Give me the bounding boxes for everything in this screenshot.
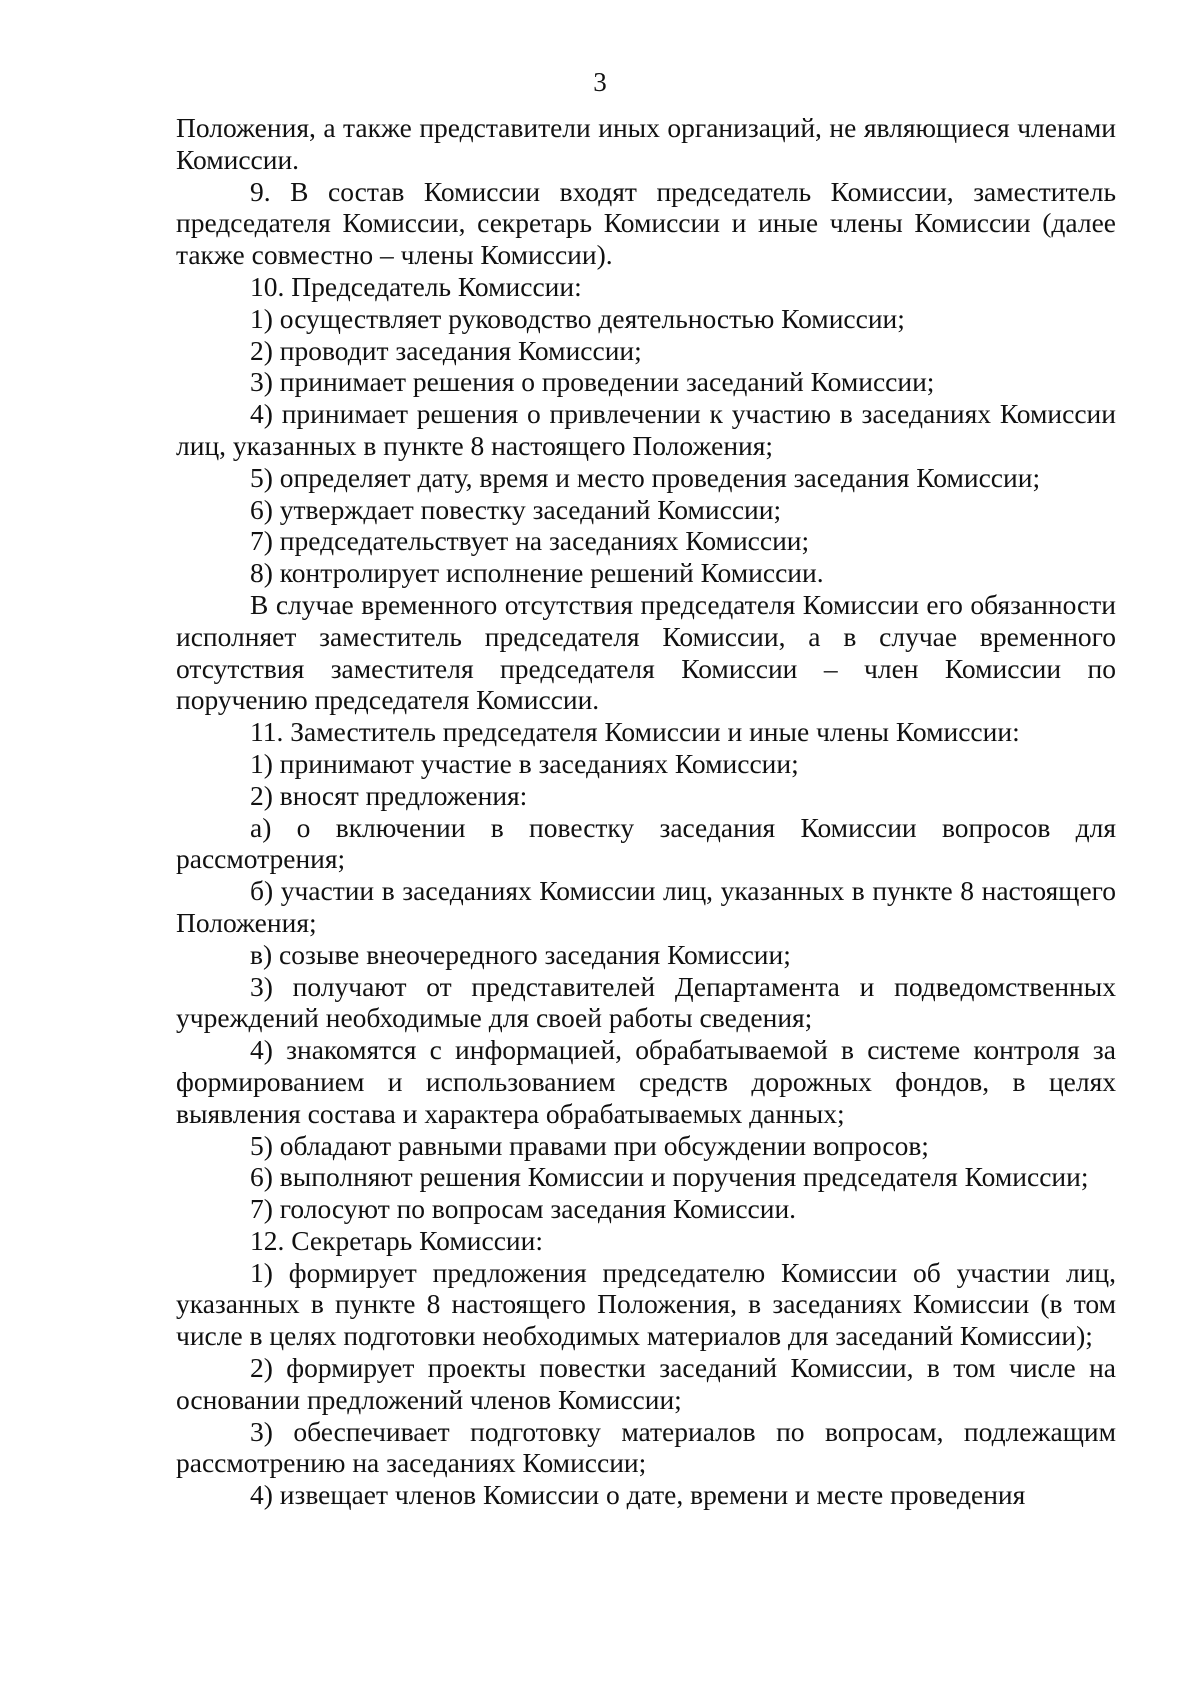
- paragraph: 7) председательствует на заседаниях Комиссии;: [250, 525, 810, 557]
- paragraph: 7) голосуют по вопросам заседания Комиссии.: [250, 1193, 797, 1225]
- paragraph: В случае временного отсутствия председателя Комиссии его обязанности исполняет заместитель председателя Комиссии, а в случае временного отсутствия заместителя председателя Комиссии – член Комиссии по поручению председателя Комиссии.: [176, 588, 1116, 716]
- paragraph: 1) формирует предложения председателю Комиссии об участии лиц, указанных в пункте 8 настоящего Положения, в заседаниях Комиссии (в том числе в целях подготовки необходимых материалов для заседаний Комиссии);: [176, 1256, 1116, 1352]
- paragraph: в) созыве внеочередного заседания Комиссии;: [250, 938, 791, 970]
- paragraph: 8) контролирует исполнение решений Комиссии.: [250, 557, 824, 589]
- paragraph: 6) утверждает повестку заседаний Комиссии;: [250, 493, 782, 525]
- paragraph: 2) формирует проекты повестки заседаний Комиссии, в том числе на основании предложений членов Комиссии;: [176, 1352, 1116, 1415]
- paragraph: 10. Председатель Комиссии:: [250, 270, 582, 302]
- paragraph: б) участии в заседаниях Комиссии лиц, указанных в пункте 8 настоящего Положения;: [176, 875, 1116, 938]
- paragraph: 6) выполняют решения Комиссии и поручения председателя Комиссии;: [250, 1161, 1089, 1193]
- paragraph: 12. Секретарь Комиссии:: [250, 1224, 543, 1256]
- paragraph: 4) принимает решения о привлечении к участию в заседаниях Комиссии лиц, указанных в пункте 8 настоящего Положения;: [176, 398, 1116, 461]
- paragraph: 2) вносят предложения:: [250, 779, 528, 811]
- paragraph: 11. Заместитель председателя Комиссии и иные члены Комиссии:: [250, 716, 1020, 748]
- paragraph: 4) извещает членов Комиссии о дате, времени и месте проведения: [250, 1479, 1026, 1511]
- document-body: [176, 112, 1116, 1511]
- paragraph: 4) знакомятся с информацией, обрабатываемой в системе контроля за формированием и использованием средств дорожных фондов, в целях выявления состава и характера обрабатываемых данных;: [176, 1034, 1116, 1129]
- paragraph: 1) принимают участие в заседаниях Комиссии;: [250, 747, 799, 779]
- paragraph: Положения, а также представители иных организаций, не являющиеся членами Комиссии.: [176, 112, 1116, 175]
- paragraph: 5) обладают равными правами при обсуждении вопросов;: [250, 1129, 929, 1161]
- paragraph: 3) обеспечивает подготовку материалов по вопросам, подлежащим рассмотрению на заседаниях Комиссии;: [176, 1415, 1116, 1479]
- paragraph: а) о включении в повестку заседания Комиссии вопросов для рассмотрения;: [176, 811, 1116, 875]
- paragraph: 2) проводит заседания Комиссии;: [250, 334, 642, 366]
- paragraph: 1) осуществляет руководство деятельностью Комиссии;: [250, 302, 905, 334]
- page-number: 3: [593, 67, 607, 97]
- paragraph: 3) получают от представителей Департамента и подведомственных учреждений необходимые для своей работы сведения;: [176, 970, 1116, 1034]
- paragraph: 9. В состав Комиссии входят председатель Комиссии, заместитель председателя Комиссии, секретарь Комиссии и иные члены Комиссии (далее также совместно – члены Комиссии).: [176, 175, 1116, 271]
- paragraph: 5) определяет дату, время и место проведения заседания Комиссии;: [250, 461, 1041, 493]
- paragraph: 3) принимает решения о проведении заседаний Комиссии;: [250, 366, 935, 398]
